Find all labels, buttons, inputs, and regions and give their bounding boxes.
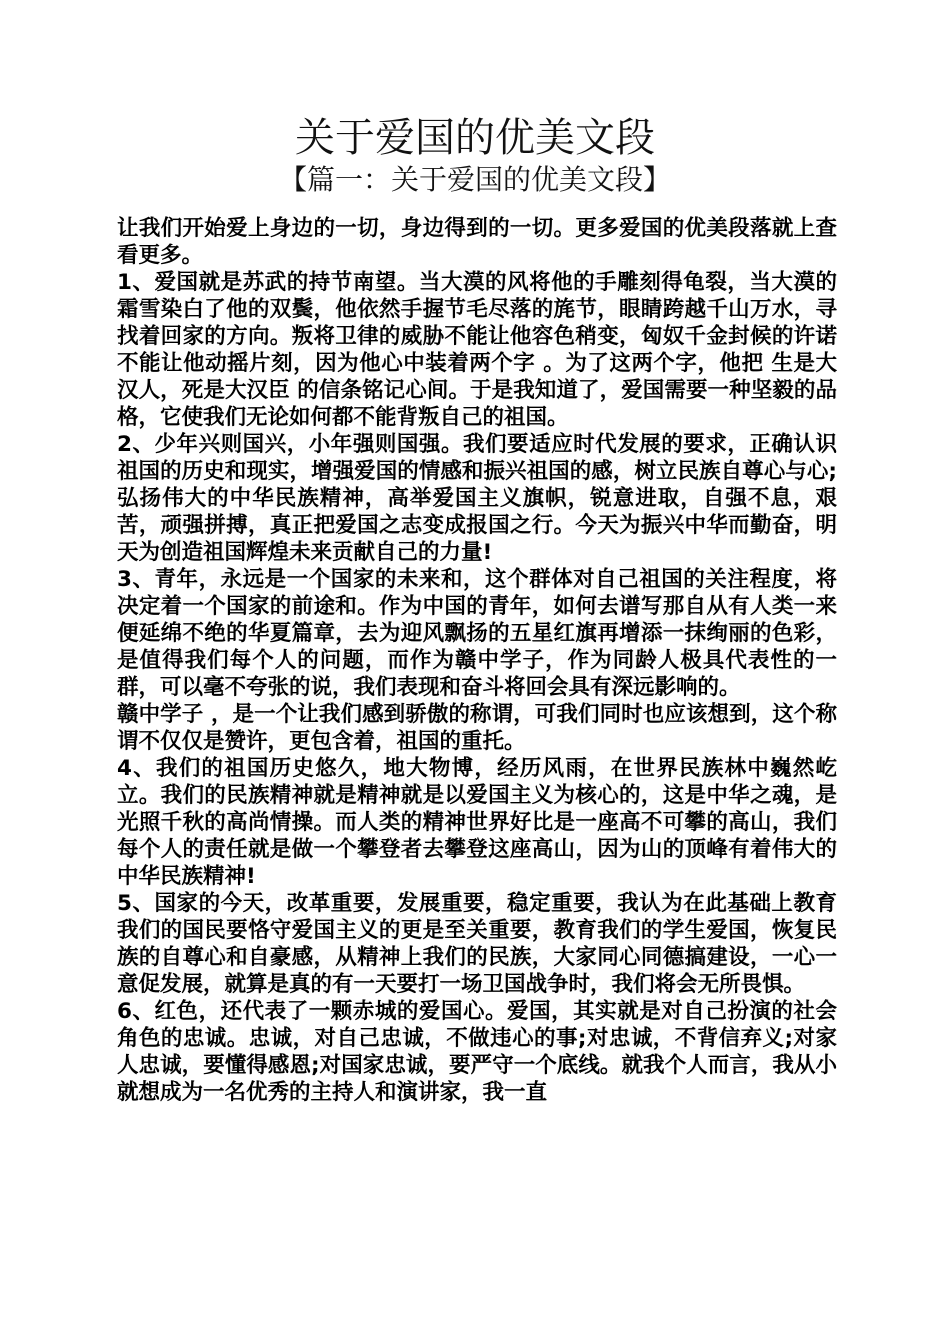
paragraph-4: 4、我们的祖国历史悠久，地大物博，经历风雨，在世界民族林中巍然屹立。我们的民族精神就是精神就是以爱国主义为核心的，这是中华之魂，是光照千秋的高尚情操。而人类的精神世界好比是一座高不可攀的高山，我们每个人的责任就是做一个攀登者去攀登这座高山，因为山的顶峰有着伟大的中华民族精神! bbox=[117, 756, 837, 889]
document-body bbox=[117, 215, 837, 1106]
paragraph-1: 1、爱国就是苏武的持节南望。当大漠的风将他的手雕刻得龟裂，当大漠的霜雪染白了他的双鬓，他依然手握节毛尽落的旄节，眼睛跨越千山万水，寻找着回家的方向。叛将卫律的威胁不能让他容色稍变，匈奴千金封候的许诺不能让他动摇片刻，因为他心中装着两个字 。为了这两个字，他把 生是大汉人，死是大汉臣 的信条铭记心间。于是我知道了，爱国需要一种坚毅的品格，它使我们无论如何都不能背叛自己的祖国。 bbox=[117, 270, 837, 430]
page-title: 关于爱国的优美文段 bbox=[295, 115, 655, 161]
section-heading: 【篇一：关于爱国的优美文段】 bbox=[278, 163, 671, 196]
paragraph-6: 6、红色，还代表了一颗赤城的爱国心。爱国，其实就是对自己扮演的社会角色的忠诚。忠诚，对自己忠诚，不做违心的事;对忠诚，不背信弃义;对家人忠诚，要懂得感恩;对国家忠诚，要严守一个底线。就我个人而言，我从小就想成为一名优秀的主持人和演讲家，我一直 bbox=[117, 999, 837, 1105]
paragraph-intro: 让我们开始爱上身边的一切，身边得到的一切。更多爱国的优美段落就上查看更多。 bbox=[117, 216, 837, 268]
paragraph-2: 2、少年兴则国兴，小年强则国强。我们要适应时代发展的要求，正确认识祖国的历史和现实，增强爱国的情感和振兴祖国的感，树立民族自尊心与心;弘扬伟大的中华民族精神，高举爱国主义旗帜，锐意进取，自强不息，艰苦，顽强拼搏，真正把爱国之志变成报国之行。今天为振兴中华而勤奋，明天为创造祖国辉煌未来贡献自己的力量! bbox=[117, 432, 837, 565]
paragraph-5: 5、国家的今天，改革重要，发展重要，稳定重要，我认为在此基础上教育我们的国民要恪守爱国主义的更是至关重要，教育我们的学生爱国，恢复民族的自尊心和自豪感，从精神上我们的民族，大家同心同德搞建设，一心一意促发展，就算是真的有一天要打一场卫国战争时，我们将会无所畏惧。 bbox=[117, 891, 837, 997]
paragraph-3b: 赣中学子 ，是一个让我们感到骄傲的称谓，可我们同时也应该想到，这个称谓不仅仅是赞许，更包含着，祖国的重托。 bbox=[117, 702, 837, 754]
paragraph-3: 3、青年，永远是一个国家的未来和，这个群体对自己祖国的关注程度，将决定着一个国家的前途和。作为中国的青年，如何去谱写那自从有人类一来便延绵不绝的华夏篇章，去为迎风飘扬的五星红旗再增添一抹绚丽的色彩，是值得我们每个人的问题，而作为赣中学子，作为同龄人极具代表性的一群，可以毫不夸张的说，我们表现和奋斗将回会具有深远影响的。 bbox=[117, 567, 837, 700]
